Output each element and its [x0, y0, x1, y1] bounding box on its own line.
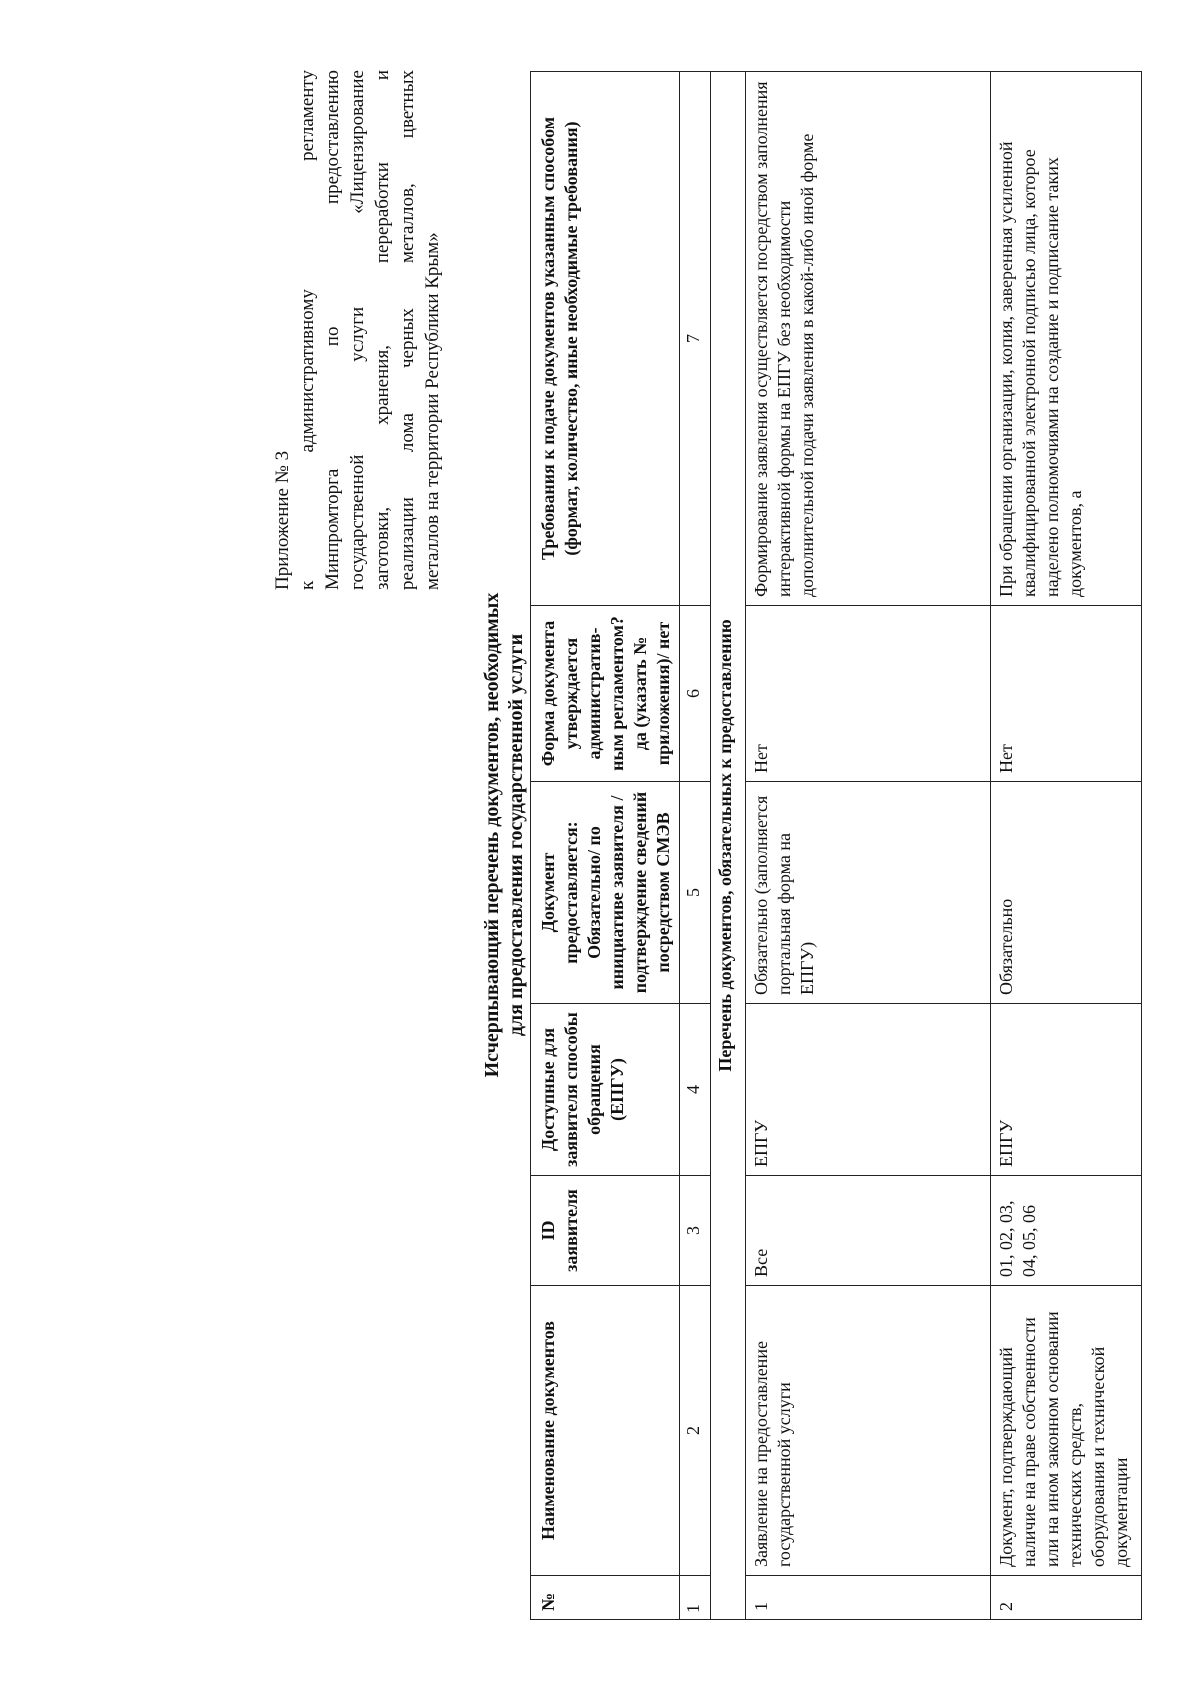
header-row: [531, 72, 680, 1620]
column-number: 4: [680, 1004, 711, 1176]
form-approved: Нет: [746, 606, 991, 782]
submission-requirements: Формирование заявления осуществляется посредством заполнения интерактивной формы на ЕПГУ без необходимости дополнительной подачи заявления в какой-либо иной форме: [746, 72, 991, 606]
header-document-name: Наименование документов: [531, 1286, 680, 1576]
column-number: 2: [680, 1286, 711, 1576]
documents-table: [530, 71, 1142, 1620]
appendix-line: к административному регламенту: [297, 70, 318, 590]
table-row: [746, 72, 991, 1620]
header-applicant-id: ID заявителя: [531, 1176, 680, 1286]
column-number-row: [680, 72, 711, 1620]
applicant-id: Все: [746, 1176, 991, 1286]
submission-methods: ЕПГУ: [991, 1004, 1142, 1176]
applicant-id: 01, 02, 03, 04, 05, 06: [991, 1176, 1142, 1286]
title-line-1: Исчерпывающий перечень документов, необходимых: [481, 592, 503, 1078]
row-number: 2: [991, 1576, 1142, 1620]
appendix-line: Приложение № 3: [272, 450, 293, 590]
provision-type: Обязательно (заполняется портальная форма на ЕПГУ): [746, 782, 991, 1004]
header-methods: Доступные для заявителя способы обращения (ЕПГУ): [531, 1004, 680, 1176]
header-requirements: Требования к подаче документов указанным способом (формат, количество, иные необходимые требования): [531, 72, 680, 606]
header-provided: Документ предоставляется: Обязательно/ по инициативе заявителя /подтверждение сведений посредством СМЭВ: [531, 782, 680, 1004]
appendix-line: государственной услуги «Лицензирование: [347, 70, 368, 590]
table-row: [991, 72, 1142, 1620]
document-title: [480, 50, 528, 1620]
provision-type: Обязательно: [991, 782, 1142, 1004]
column-number: 7: [680, 72, 711, 606]
rotated-content: [270, 50, 1170, 1620]
submission-methods: ЕПГУ: [746, 1004, 991, 1176]
column-number: 3: [680, 1176, 711, 1286]
appendix-line: металлов на территории Республики Крым»: [422, 232, 443, 590]
section-row: [711, 72, 746, 1620]
header-number: №: [531, 1576, 680, 1620]
header-form-approved: Форма документа утверждается административ-ным регламентом? да (указать № приложения)/ нет: [531, 606, 680, 782]
section-title: Перечень документов, обязательных к предоставлению: [711, 72, 746, 1620]
row-number: 1: [746, 1576, 991, 1620]
column-number: 1: [680, 1576, 711, 1620]
column-number: 6: [680, 606, 711, 782]
appendix-note: [270, 70, 445, 590]
appendix-line: заготовки, хранения, переработки и: [372, 70, 393, 590]
document-name: Заявление на предоставление государственной услуги: [746, 1286, 991, 1576]
appendix-line: Минпромторга по предоставлению: [322, 70, 343, 590]
submission-requirements: При обращении организации, копия, заверенная усиленной квалифицированной электронной подписью лица, которое наделено полномочиями на создание и подписание таких документов, а: [991, 72, 1142, 606]
column-number: 5: [680, 782, 711, 1004]
title-line-2: для предоставления государственной услуги: [505, 633, 527, 1037]
form-approved: Нет: [991, 606, 1142, 782]
appendix-line: реализации лома черных металлов, цветных: [397, 70, 418, 590]
document-name: Документ, подтверждающий наличие на праве собственности или на ином законном основании технических средств, оборудования и технической документации: [991, 1286, 1142, 1576]
